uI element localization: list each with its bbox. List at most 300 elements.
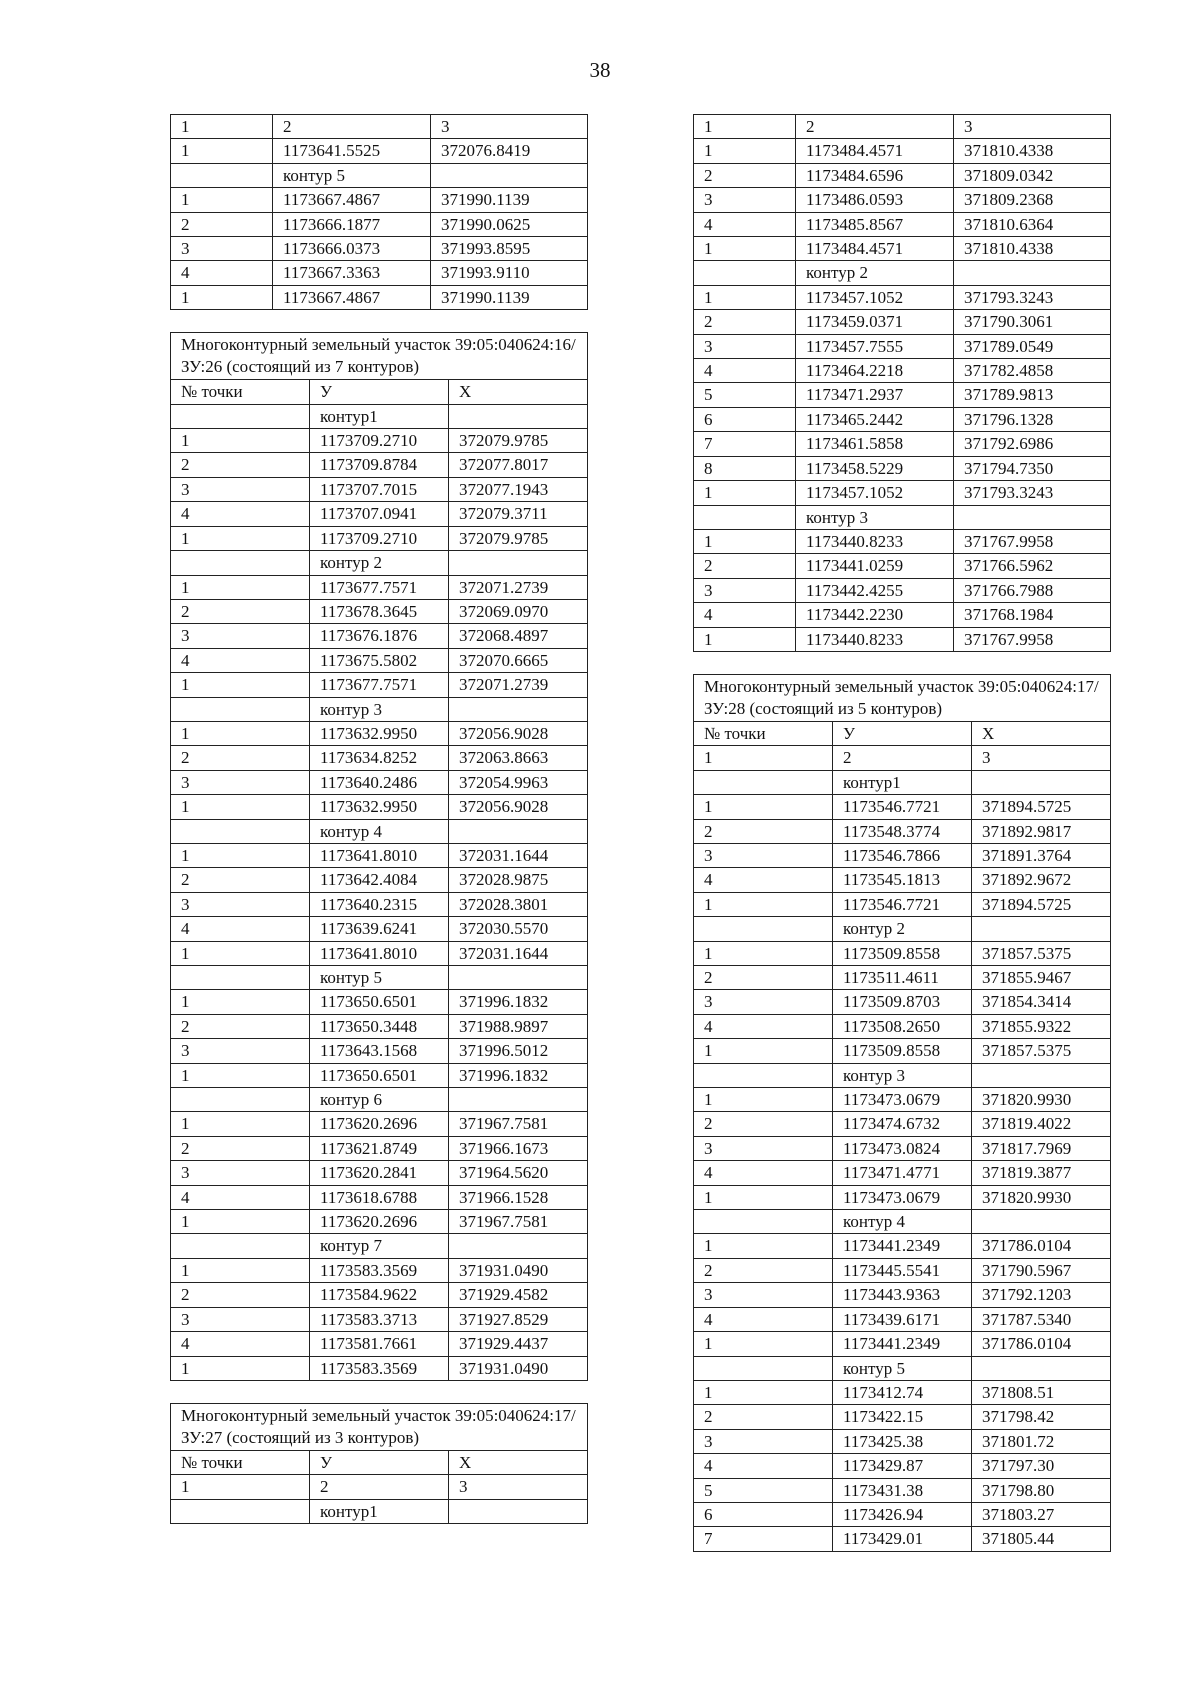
x-coordinate-cell: 371891.3764 [972, 843, 1111, 867]
table-row [171, 868, 588, 892]
right-column [693, 114, 1111, 1552]
table-title-row [171, 333, 588, 380]
point-number-cell: 2 [694, 163, 796, 187]
point-number-cell: 1 [171, 1356, 310, 1380]
table-row [694, 1161, 1111, 1185]
y-coordinate-cell: 1173632.9950 [310, 795, 449, 819]
table-row [171, 1063, 588, 1087]
table-row [694, 1502, 1111, 1526]
point-number-cell: 1 [171, 285, 273, 309]
point-number-cell: 5 [694, 383, 796, 407]
y-coordinate-cell: 1173422.15 [833, 1405, 972, 1429]
y-coordinate-cell: контур1 [310, 1499, 449, 1523]
y-coordinate-cell: контур 6 [310, 1088, 449, 1112]
y-coordinate-cell: контур 5 [310, 966, 449, 990]
point-number-cell: 1 [694, 941, 833, 965]
x-coordinate-cell: 371768.1984 [954, 603, 1111, 627]
x-coordinate-cell [449, 1088, 588, 1112]
y-coordinate-cell: 1173473.0679 [833, 1088, 972, 1112]
table-gap [693, 652, 1111, 674]
table-row [171, 795, 588, 819]
table-header-row [694, 115, 1111, 139]
y-coordinate-cell: 1173442.4255 [796, 578, 954, 602]
parcel-title: Многоконтурный земельный участок 39:05:040624:17/ЗУ:27 (состоящий из 3 контуров) [171, 1403, 588, 1450]
table-row [171, 599, 588, 623]
y-coordinate-cell: 1173486.0593 [796, 188, 954, 212]
y-coordinate-cell: 1173620.2696 [310, 1112, 449, 1136]
y-coordinate-cell: 1173441.0259 [796, 554, 954, 578]
table-row [694, 578, 1111, 602]
x-coordinate-cell: 372079.9785 [449, 429, 588, 453]
contour-label-row [171, 1499, 588, 1523]
x-coordinate-cell: 371993.8595 [431, 237, 588, 261]
point-number-cell: 2 [171, 453, 310, 477]
table-row [694, 554, 1111, 578]
contour-label-row [694, 1063, 1111, 1087]
table-row [694, 1088, 1111, 1112]
table-row [171, 237, 588, 261]
y-coordinate-cell: 1173641.8010 [310, 843, 449, 867]
point-number-cell: 8 [694, 456, 796, 480]
y-coordinate-cell: 1173707.7015 [310, 477, 449, 501]
table-row [171, 1307, 588, 1331]
y-coordinate-cell: 1173440.8233 [796, 627, 954, 651]
point-number-cell: 1 [171, 721, 310, 745]
point-number-cell: 3 [694, 578, 796, 602]
table-row [694, 1527, 1111, 1551]
contour-label-row [694, 1356, 1111, 1380]
x-coordinate-cell [972, 770, 1111, 794]
x-coordinate-cell: 372070.6665 [449, 648, 588, 672]
x-coordinate-cell: 371805.44 [972, 1527, 1111, 1551]
y-coordinate-cell: 1173442.2230 [796, 603, 954, 627]
table-row [694, 383, 1111, 407]
point-number-cell: 4 [694, 359, 796, 383]
point-number-cell: 2 [694, 966, 833, 990]
x-coordinate-cell [972, 917, 1111, 941]
y-coordinate-cell: 1173441.2349 [833, 1234, 972, 1258]
point-number-cell [171, 697, 310, 721]
table-row [171, 673, 588, 697]
point-number-cell: 3 [171, 477, 310, 501]
y-coordinate-cell: 1173621.8749 [310, 1136, 449, 1160]
table-row [694, 892, 1111, 916]
table-row [171, 139, 588, 163]
table-row [694, 1283, 1111, 1307]
table-header-row [171, 1450, 588, 1474]
point-number-cell: 3 [171, 624, 310, 648]
table-row [171, 1283, 588, 1307]
y-coordinate-cell: контур 5 [833, 1356, 972, 1380]
table-row [694, 843, 1111, 867]
point-number-cell [171, 819, 310, 843]
y-coordinate-cell: 1173458.5229 [796, 456, 954, 480]
x-coordinate-cell: 371801.72 [972, 1429, 1111, 1453]
point-number-cell [694, 505, 796, 529]
table-row [694, 1307, 1111, 1331]
table-title-row [171, 1403, 588, 1450]
x-coordinate-cell [449, 1234, 588, 1258]
point-number-cell: 1 [694, 139, 796, 163]
contour-label-row [694, 770, 1111, 794]
x-coordinate-cell: 372030.5570 [449, 917, 588, 941]
y-coordinate-cell: контур 2 [833, 917, 972, 941]
table-row [171, 1112, 588, 1136]
y-coordinate-cell: 1173650.6501 [310, 990, 449, 1014]
point-number-cell: 3 [694, 1283, 833, 1307]
y-coordinate-cell: 1173443.9363 [833, 1283, 972, 1307]
table-row [171, 990, 588, 1014]
y-coordinate-cell: 1173640.2315 [310, 892, 449, 916]
y-coordinate-cell: 1173709.2710 [310, 429, 449, 453]
table-row [171, 453, 588, 477]
y-coordinate-cell: 1173461.5858 [796, 432, 954, 456]
point-number-cell: 2 [694, 819, 833, 843]
x-coordinate-cell: 371892.9817 [972, 819, 1111, 843]
point-number-cell: 4 [694, 1014, 833, 1038]
point-number-cell: 1 [171, 990, 310, 1014]
x-coordinate-cell: 371820.9930 [972, 1088, 1111, 1112]
y-coordinate-cell: 1173650.3448 [310, 1014, 449, 1038]
y-coordinate-cell: 1173471.2937 [796, 383, 954, 407]
point-number-cell: 4 [171, 261, 273, 285]
table-row [171, 648, 588, 672]
y-coordinate-cell: 1173471.4771 [833, 1161, 972, 1185]
y-coordinate-cell: 1173639.6241 [310, 917, 449, 941]
y-coordinate-cell: 1173667.4867 [273, 188, 431, 212]
y-coordinate-cell: 1173545.1813 [833, 868, 972, 892]
x-coordinate-cell: 371894.5725 [972, 892, 1111, 916]
x-coordinate-cell: 371990.0625 [431, 212, 588, 236]
table-row [171, 261, 588, 285]
x-coordinate-cell: 371929.4437 [449, 1332, 588, 1356]
y-coordinate-cell: 1173425.38 [833, 1429, 972, 1453]
x-coordinate-cell: 372056.9028 [449, 721, 588, 745]
x-coordinate-cell: 372031.1644 [449, 941, 588, 965]
point-number-cell: 1 [171, 429, 310, 453]
point-number-cell: 1 [694, 1185, 833, 1209]
table-row [694, 1478, 1111, 1502]
table-row [694, 1185, 1111, 1209]
table-row [171, 1332, 588, 1356]
point-number-cell: 2 [694, 1112, 833, 1136]
x-coordinate-cell: 372071.2739 [449, 673, 588, 697]
contour-label-row [694, 917, 1111, 941]
table-row [694, 432, 1111, 456]
x-coordinate-cell: 371993.9110 [431, 261, 588, 285]
table-row [694, 334, 1111, 358]
point-number-cell: 2 [171, 746, 310, 770]
y-coordinate-cell: контур 5 [273, 163, 431, 187]
table-row [171, 624, 588, 648]
x-coordinate-cell: 371798.80 [972, 1478, 1111, 1502]
point-number-cell: 3 [694, 1429, 833, 1453]
y-coordinate-cell: 1173641.8010 [310, 941, 449, 965]
table-row [694, 1380, 1111, 1404]
point-number-cell [171, 551, 310, 575]
x-coordinate-cell: 371792.1203 [972, 1283, 1111, 1307]
point-number-cell: 1 [171, 139, 273, 163]
table-row [694, 310, 1111, 334]
y-coordinate-cell: 1173426.94 [833, 1502, 972, 1526]
x-coordinate-cell: 371789.0549 [954, 334, 1111, 358]
point-number-cell [171, 163, 273, 187]
point-number-cell: 2 [694, 1405, 833, 1429]
y-coordinate-cell: 1173546.7866 [833, 843, 972, 867]
y-coordinate-cell: 1173620.2696 [310, 1210, 449, 1234]
y-coordinate-cell: 1173632.9950 [310, 721, 449, 745]
x-coordinate-cell: 371766.5962 [954, 554, 1111, 578]
table-row [171, 1356, 588, 1380]
table-row [694, 868, 1111, 892]
table-row [171, 575, 588, 599]
table-row [694, 456, 1111, 480]
x-coordinate-cell: 372028.9875 [449, 868, 588, 892]
table-row [694, 188, 1111, 212]
x-coordinate-cell [972, 1210, 1111, 1234]
y-coordinate-cell: 1173709.2710 [310, 526, 449, 550]
x-coordinate-cell: 371809.2368 [954, 188, 1111, 212]
table-row [694, 1234, 1111, 1258]
y-coordinate-cell: 1173508.2650 [833, 1014, 972, 1038]
x-coordinate-cell: 371990.1139 [431, 188, 588, 212]
point-number-cell: 1 [171, 673, 310, 697]
table-row [694, 1014, 1111, 1038]
x-coordinate-cell: 371786.0104 [972, 1234, 1111, 1258]
table-row [694, 746, 1111, 770]
y-coordinate-cell: 1173584.9622 [310, 1283, 449, 1307]
coordinates-table [693, 674, 1111, 1552]
header-cell: 1 [171, 115, 273, 139]
x-coordinate-cell: 372071.2739 [449, 575, 588, 599]
table-row [171, 1475, 588, 1499]
x-coordinate-cell: 372031.1644 [449, 843, 588, 867]
table-row [694, 627, 1111, 651]
header-cell: Х [449, 1450, 588, 1474]
x-coordinate-cell: 371931.0490 [449, 1258, 588, 1282]
x-coordinate-cell: 372054.9963 [449, 770, 588, 794]
y-coordinate-cell: 1173429.87 [833, 1454, 972, 1478]
x-coordinate-cell [449, 551, 588, 575]
x-coordinate-cell: 371892.9672 [972, 868, 1111, 892]
point-number-cell: 1 [171, 941, 310, 965]
point-number-cell: 2 [694, 310, 796, 334]
table-row [694, 990, 1111, 1014]
point-number-cell: 3 [171, 770, 310, 794]
x-coordinate-cell: 371855.9467 [972, 966, 1111, 990]
point-number-cell: 4 [694, 1307, 833, 1331]
left-column [170, 114, 588, 1524]
x-coordinate-cell: 371797.30 [972, 1454, 1111, 1478]
table-row [694, 1136, 1111, 1160]
x-coordinate-cell: 371927.8529 [449, 1307, 588, 1331]
point-number-cell: 4 [694, 212, 796, 236]
table-row [171, 1210, 588, 1234]
x-coordinate-cell: 371854.3414 [972, 990, 1111, 1014]
x-coordinate-cell [449, 404, 588, 428]
point-number-cell: 3 [694, 334, 796, 358]
point-number-cell: 1 [171, 575, 310, 599]
contour-label-row [171, 404, 588, 428]
y-coordinate-cell: 1173666.1877 [273, 212, 431, 236]
y-coordinate-cell: 1173509.8558 [833, 1039, 972, 1063]
x-coordinate-cell: 371817.7969 [972, 1136, 1111, 1160]
table-row [694, 1454, 1111, 1478]
x-coordinate-cell [972, 1063, 1111, 1087]
table-gap [170, 1381, 588, 1403]
point-number-cell: 3 [171, 1039, 310, 1063]
point-number-cell: 1 [694, 892, 833, 916]
point-number-cell: 6 [694, 1502, 833, 1526]
header-cell: У [310, 1450, 449, 1474]
y-coordinate-cell: контур 4 [310, 819, 449, 843]
x-coordinate-cell: 371794.7350 [954, 456, 1111, 480]
y-coordinate-cell: 1173484.4571 [796, 237, 954, 261]
point-number-cell: 1 [694, 481, 796, 505]
x-coordinate-cell [449, 819, 588, 843]
y-coordinate-cell: 1173485.8567 [796, 212, 954, 236]
x-coordinate-cell: 372056.9028 [449, 795, 588, 819]
y-coordinate-cell: 1173677.7571 [310, 673, 449, 697]
x-coordinate-cell [431, 163, 588, 187]
point-number-cell: 1 [171, 1258, 310, 1282]
table-header-row [171, 115, 588, 139]
contour-label-row [171, 1088, 588, 1112]
table-row [694, 407, 1111, 431]
x-coordinate-cell: 371766.7988 [954, 578, 1111, 602]
point-number-cell: 1 [171, 1063, 310, 1087]
contour-label-row [171, 819, 588, 843]
x-coordinate-cell: 371820.9930 [972, 1185, 1111, 1209]
x-coordinate-cell: 371789.9813 [954, 383, 1111, 407]
point-number-cell: 2 [171, 212, 273, 236]
x-coordinate-cell: 371819.3877 [972, 1161, 1111, 1185]
y-coordinate-cell: 1173667.3363 [273, 261, 431, 285]
coordinates-table [170, 332, 588, 1381]
table-row [694, 795, 1111, 819]
point-number-cell: 1 [694, 627, 796, 651]
y-coordinate-cell: 1173441.2349 [833, 1332, 972, 1356]
point-number-cell: 4 [171, 917, 310, 941]
point-number-cell: 1 [171, 1210, 310, 1234]
x-coordinate-cell: 371793.3243 [954, 285, 1111, 309]
header-cell: Х [449, 380, 588, 404]
point-number-cell [694, 261, 796, 285]
table-row [171, 502, 588, 526]
x-coordinate-cell [954, 261, 1111, 285]
table-row [694, 603, 1111, 627]
table-row [694, 359, 1111, 383]
point-number-cell [171, 1499, 310, 1523]
table-row [694, 966, 1111, 990]
header-cell: У [310, 380, 449, 404]
y-coordinate-cell: 1173666.0373 [273, 237, 431, 261]
y-coordinate-cell: 1173546.7721 [833, 795, 972, 819]
x-coordinate-cell: 371996.5012 [449, 1039, 588, 1063]
y-coordinate-cell: 2 [833, 746, 972, 770]
y-coordinate-cell: контур 3 [833, 1063, 972, 1087]
x-coordinate-cell: 371857.5375 [972, 1039, 1111, 1063]
x-coordinate-cell: 371857.5375 [972, 941, 1111, 965]
x-coordinate-cell [449, 697, 588, 721]
header-cell: 2 [796, 115, 954, 139]
y-coordinate-cell: 1173583.3569 [310, 1258, 449, 1282]
point-number-cell: 1 [694, 1088, 833, 1112]
y-coordinate-cell: 1173677.7571 [310, 575, 449, 599]
y-coordinate-cell: 1173548.3774 [833, 819, 972, 843]
x-coordinate-cell: 371792.6986 [954, 432, 1111, 456]
y-coordinate-cell: 1173581.7661 [310, 1332, 449, 1356]
x-coordinate-cell: 371810.4338 [954, 139, 1111, 163]
y-coordinate-cell: 1173484.6596 [796, 163, 954, 187]
point-number-cell: 1 [171, 188, 273, 212]
table-row [171, 721, 588, 745]
x-coordinate-cell: 371796.1328 [954, 407, 1111, 431]
x-coordinate-cell: 371808.51 [972, 1380, 1111, 1404]
x-coordinate-cell: 372076.8419 [431, 139, 588, 163]
header-cell: № точки [694, 721, 833, 745]
y-coordinate-cell: 1173457.7555 [796, 334, 954, 358]
table-row [171, 746, 588, 770]
y-coordinate-cell: 1173459.0371 [796, 310, 954, 334]
point-number-cell: 4 [171, 1185, 310, 1209]
point-number-cell: 2 [171, 1283, 310, 1307]
x-coordinate-cell: 371790.5967 [972, 1258, 1111, 1282]
point-number-cell: 4 [171, 502, 310, 526]
point-number-cell [171, 404, 310, 428]
point-number-cell: 1 [171, 795, 310, 819]
x-coordinate-cell: 371967.7581 [449, 1112, 588, 1136]
y-coordinate-cell: 1173412.74 [833, 1380, 972, 1404]
y-coordinate-cell: 1173634.8252 [310, 746, 449, 770]
y-coordinate-cell: 1173431.38 [833, 1478, 972, 1502]
contour-label-row [171, 1234, 588, 1258]
point-number-cell: 2 [171, 1136, 310, 1160]
point-number-cell: 1 [694, 237, 796, 261]
table-row [171, 477, 588, 501]
x-coordinate-cell: 372077.8017 [449, 453, 588, 477]
y-coordinate-cell: 2 [310, 1475, 449, 1499]
x-coordinate-cell: 371767.9958 [954, 627, 1111, 651]
table-row [694, 819, 1111, 843]
y-coordinate-cell: 1173509.8703 [833, 990, 972, 1014]
x-coordinate-cell: 372063.8663 [449, 746, 588, 770]
x-coordinate-cell: 371967.7581 [449, 1210, 588, 1234]
y-coordinate-cell: контур 2 [310, 551, 449, 575]
x-coordinate-cell: 371996.1832 [449, 1063, 588, 1087]
y-coordinate-cell: контур 7 [310, 1234, 449, 1258]
point-number-cell: 2 [171, 599, 310, 623]
table-row [171, 188, 588, 212]
y-coordinate-cell: контур1 [833, 770, 972, 794]
y-coordinate-cell: 1173583.3569 [310, 1356, 449, 1380]
y-coordinate-cell: 1173546.7721 [833, 892, 972, 916]
y-coordinate-cell: 1173464.2218 [796, 359, 954, 383]
table-row [694, 237, 1111, 261]
table-row [694, 481, 1111, 505]
point-number-cell: 1 [694, 1039, 833, 1063]
point-number-cell: 4 [694, 1161, 833, 1185]
x-coordinate-cell: 371990.1139 [431, 285, 588, 309]
point-number-cell [171, 1088, 310, 1112]
header-cell: 3 [431, 115, 588, 139]
point-number-cell: 3 [694, 1136, 833, 1160]
x-coordinate-cell: 372079.9785 [449, 526, 588, 550]
point-number-cell: 1 [171, 1475, 310, 1499]
x-coordinate-cell: 371798.42 [972, 1405, 1111, 1429]
point-number-cell: 4 [171, 1332, 310, 1356]
x-coordinate-cell: 371894.5725 [972, 795, 1111, 819]
